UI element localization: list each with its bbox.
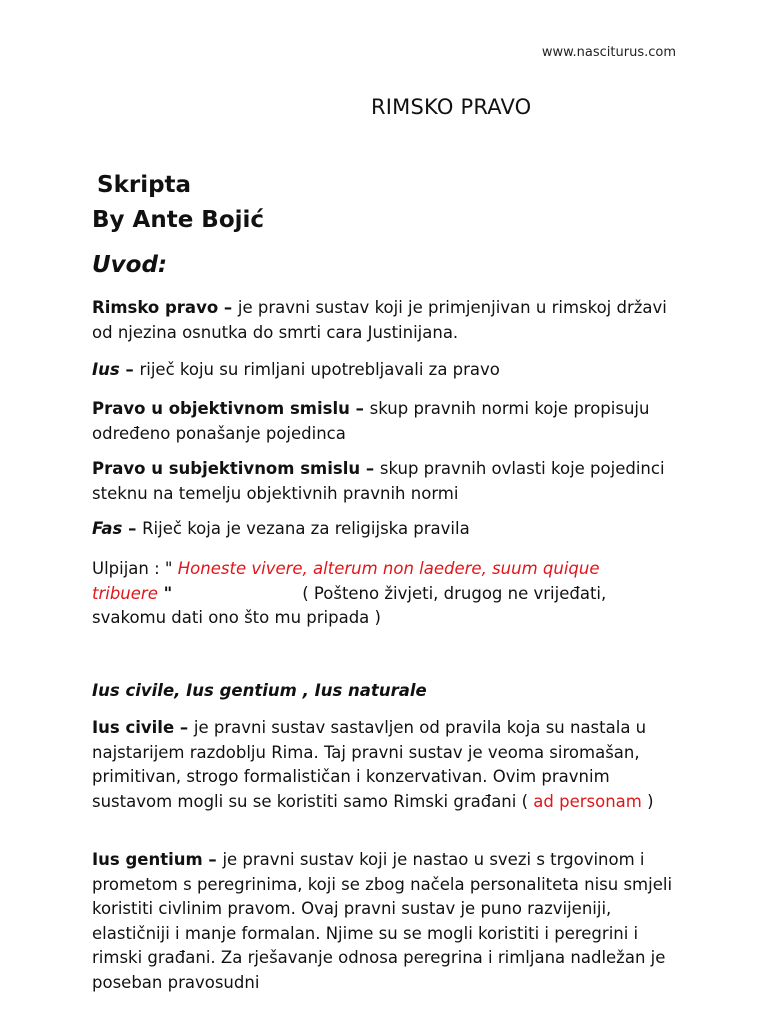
- site-url: www.nasciturus.com: [541, 45, 676, 60]
- term: Ius: [92, 360, 120, 379]
- paragraph-objektivno: [92, 397, 692, 446]
- latin-quote-part2: tribuere: [92, 583, 158, 603]
- paragraph-ius: [92, 358, 692, 383]
- paragraph-rimsko-pravo: [92, 296, 692, 345]
- dash: –: [119, 360, 140, 379]
- paragraph-ulpijan: [92, 557, 692, 631]
- term: Rimsko pravo: [92, 298, 219, 317]
- definition: skup pravnih normi koje propisuju određeno ponašanje pojedinca: [92, 399, 650, 443]
- section-heading-ius: Ius civile, Ius gentium , Ius naturale: [92, 681, 427, 700]
- definition: je pravni sustav koji je nastao u svezi s trgovinom i prometom s peregrinima, koji se zbog načela personaliteta nisu smjeli koristiti civlinim pravom. Ovaj pravni sustav je puno razvijeniji, elastičniji i manje formalan. Njime su se mogli koristiti i peregrini i rimski građani. Za rješavanje odnosa peregrina i rimljana nadležan je poseban pravosudni: [92, 850, 673, 992]
- definition: je pravni sustav koji je primjenjivan u rimskoj državi od njezina osnutka do smrti cara Justinijana.: [92, 298, 667, 342]
- definition: Riječ koja je vezana za religijska pravila: [142, 519, 470, 538]
- quote-close: ": [157, 583, 173, 603]
- dash: –: [349, 399, 370, 418]
- term: Pravo u objektivnom smislu: [92, 399, 350, 418]
- dash: –: [218, 298, 238, 317]
- definition: skup pravnih ovlasti koje pojedinci steknu na temelju objektivnih pravnih normi: [92, 459, 665, 503]
- dash: –: [202, 850, 223, 869]
- term: Ius gentium: [92, 850, 203, 869]
- section-heading-uvod: Uvod:: [92, 252, 168, 278]
- highlight-ad-personam: ad personam: [533, 791, 642, 811]
- subtitle-line2: By Ante Bojić: [92, 207, 265, 233]
- paragraph-ius-civile: [92, 716, 692, 814]
- term: Ius civile: [92, 718, 175, 737]
- translation-part1: ( Pošteno živjeti, drugog ne vrijeđati,: [302, 583, 607, 603]
- definition-end: ): [641, 791, 654, 811]
- dash: –: [174, 718, 194, 737]
- paragraph-ius-gentium: [92, 848, 692, 995]
- dash: –: [360, 459, 380, 478]
- term: Pravo u subjektivnom smislu: [92, 459, 361, 478]
- latin-quote-part1: Honeste vivere, alterum non laedere, suum quique: [177, 559, 600, 578]
- definition: riječ koju su rimljani upotrebljavali za pravo: [139, 360, 500, 379]
- subtitle-line1: Skripta: [97, 172, 192, 198]
- definition: je pravni sustav sastavljen od pravila koja su nastala u najstarijem razdoblju Rima. Taj pravni sustav je veoma siromašan, primitivan, strogo formalističan i konzervativan. Ovim pravnim sustavom mogli su se koristiti samo Rimski građani (: [92, 718, 647, 811]
- translation-part2: svakomu dati ono što mu pripada ): [92, 608, 381, 627]
- paragraph-subjektivno: [92, 457, 692, 506]
- term: Fas: [92, 519, 123, 538]
- dash: –: [122, 519, 143, 538]
- paragraph-fas: [92, 517, 692, 542]
- quote-lead: Ulpijan : ": [92, 559, 178, 578]
- document-title: RIMSKO PRAVO: [371, 95, 532, 119]
